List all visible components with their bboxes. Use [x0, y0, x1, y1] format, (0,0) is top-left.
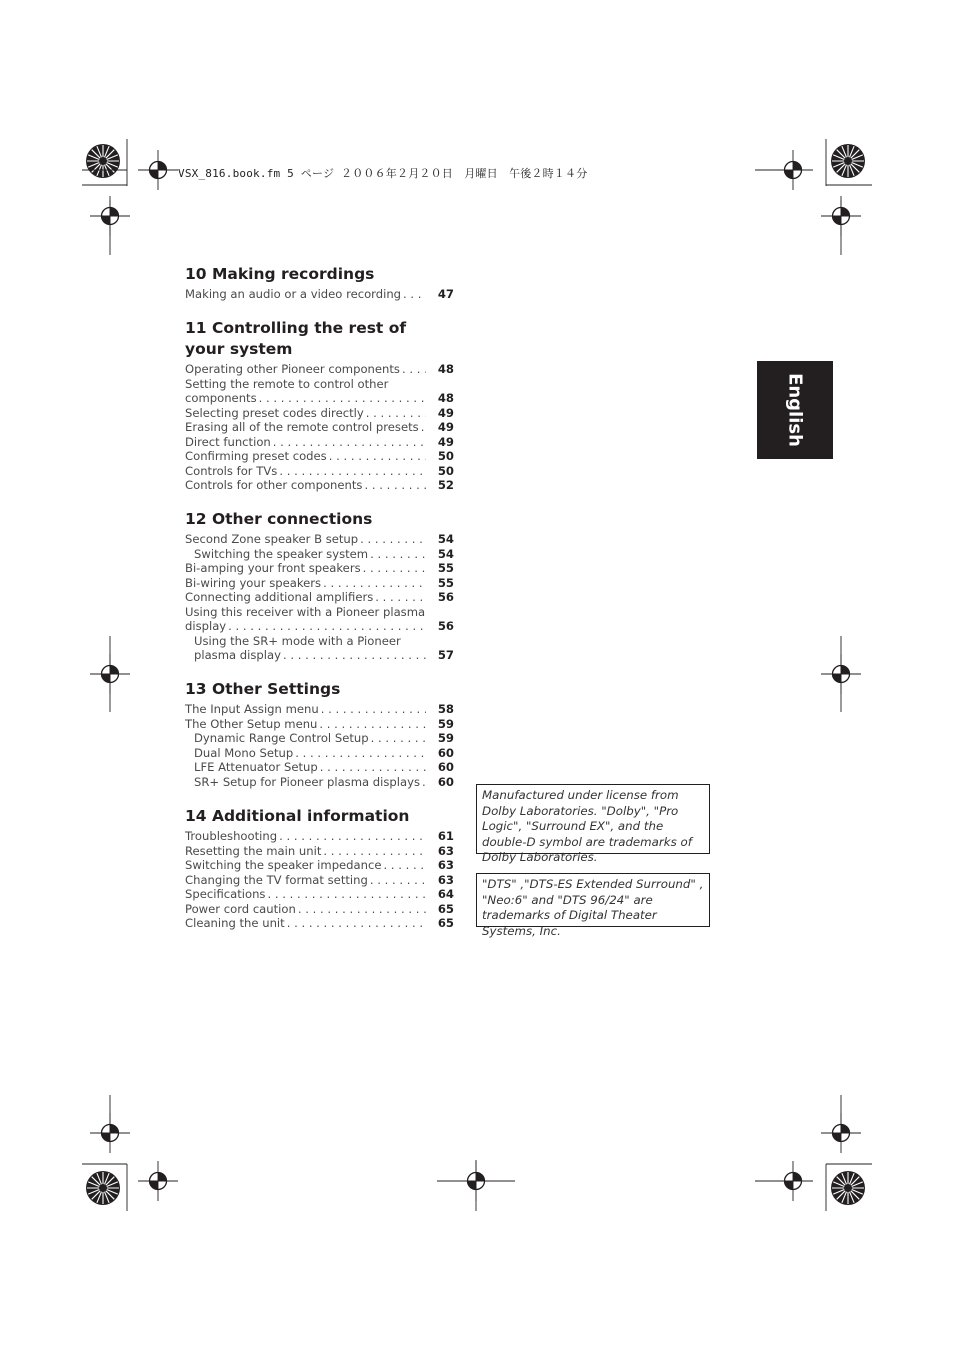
toc-entry[interactable]: Changing the TV format setting . . . 63 — [185, 873, 454, 888]
toc-entry[interactable]: Selecting preset codes directly . . . 49 — [185, 406, 454, 421]
section-title: 11 Controlling the rest of your system — [185, 319, 407, 358]
toc-entry[interactable]: SR+ Setup for Pioneer plasma displays . . . 60 — [185, 775, 454, 790]
toc-section-10 — [185, 264, 454, 302]
section-title: 12 Other connections — [185, 510, 373, 528]
toc-entry[interactable]: Resetting the main unit . . . 63 — [185, 844, 454, 859]
language-tab — [757, 361, 833, 459]
toc-entry[interactable]: Operating other Pioneer components . . . 48 — [185, 362, 454, 377]
section-title: 13 Other Settings — [185, 680, 341, 698]
toc-entry[interactable]: Second Zone speaker B setup . . . 54 — [185, 532, 454, 547]
toc-entry[interactable]: Confirming preset codes . . . 50 — [185, 449, 454, 464]
toc-entry[interactable]: Erasing all of the remote control presets . . . 49 — [185, 420, 454, 435]
toc-entry[interactable]: Troubleshooting . . . 61 — [185, 829, 454, 844]
toc-entry[interactable]: Bi-amping your front speakers . . . 55 — [185, 561, 454, 576]
language-tab-label: English — [784, 373, 806, 447]
reg-mark-bl — [138, 1161, 178, 1201]
toc-section-13 — [185, 679, 454, 789]
toc-entry[interactable]: Making an audio or a video recording . . . 47 — [185, 287, 454, 302]
toc-entry[interactable]: Using this receiver with a Pioneer plasma — [185, 604, 426, 619]
toc-entry[interactable]: plasma display . . . 57 — [185, 648, 454, 663]
toc-entry[interactable]: Direct function . . . 49 — [185, 435, 454, 450]
toc-entry[interactable]: Connecting additional amplifiers . . . 56 — [185, 590, 454, 605]
toc-entry[interactable]: Cleaning the unit . . . 65 — [185, 916, 454, 931]
dts-trademark-notice: "DTS" ,"DTS-ES Extended Surround" , "Neo:6" and "DTS 96/24" are trademarks of Digital Theater Systems, Inc. — [476, 873, 710, 927]
toc-entry[interactable]: Controls for other components . . . 52 — [185, 478, 454, 493]
toc-entry[interactable]: Using the SR+ mode with a Pioneer — [194, 633, 401, 648]
toc-entry[interactable]: The Other Setup menu . . . 59 — [185, 717, 454, 732]
toc-section-14 — [185, 806, 454, 931]
toc-entry[interactable]: Power cord caution . . . 65 — [185, 902, 454, 917]
toc-entry[interactable]: components . . . 48 — [185, 391, 454, 406]
section-title: 10 Making recordings — [185, 265, 375, 283]
reg-mark-tl — [138, 150, 178, 190]
toc-entry[interactable]: Switching the speaker system . . . 54 — [185, 547, 454, 562]
toc-entry[interactable]: Specifications . . . 64 — [185, 887, 454, 902]
toc-section-11 — [185, 318, 454, 493]
toc-entry[interactable]: Dual Mono Setup . . . 60 — [185, 746, 454, 761]
toc-section-12 — [185, 509, 454, 663]
file-header: VSX_816.book.fm 5 ページ ２００６年２月２０日 月曜日 午後２時１４分 — [178, 167, 588, 180]
toc-entry[interactable]: Controls for TVs . . . 50 — [185, 464, 454, 479]
star-mark-tr — [831, 144, 865, 178]
section-title: 14 Additional information — [185, 807, 410, 825]
toc-entry[interactable]: Bi-wiring your speakers . . . 55 — [185, 576, 454, 591]
dolby-trademark-notice: Manufactured under license from Dolby Laboratories. "Dolby", "Pro Logic", "Surround EX", and the double-D symbol are trademarks of Dolby Laboratories. — [476, 784, 710, 854]
toc-entry[interactable]: The Input Assign menu . . . 58 — [185, 702, 454, 717]
toc-entry[interactable]: Setting the remote to control other — [185, 376, 389, 391]
toc-entry[interactable]: display . . . 56 — [185, 619, 454, 634]
star-mark-br — [831, 1171, 865, 1205]
toc-entry[interactable]: Dynamic Range Control Setup . . . 59 — [185, 731, 454, 746]
star-mark-tl — [86, 144, 120, 178]
star-mark-bl — [86, 1171, 120, 1205]
toc-entry[interactable]: LFE Attenuator Setup . . . 60 — [185, 760, 454, 775]
toc-entry[interactable]: Switching the speaker impedance . . . 63 — [185, 858, 454, 873]
